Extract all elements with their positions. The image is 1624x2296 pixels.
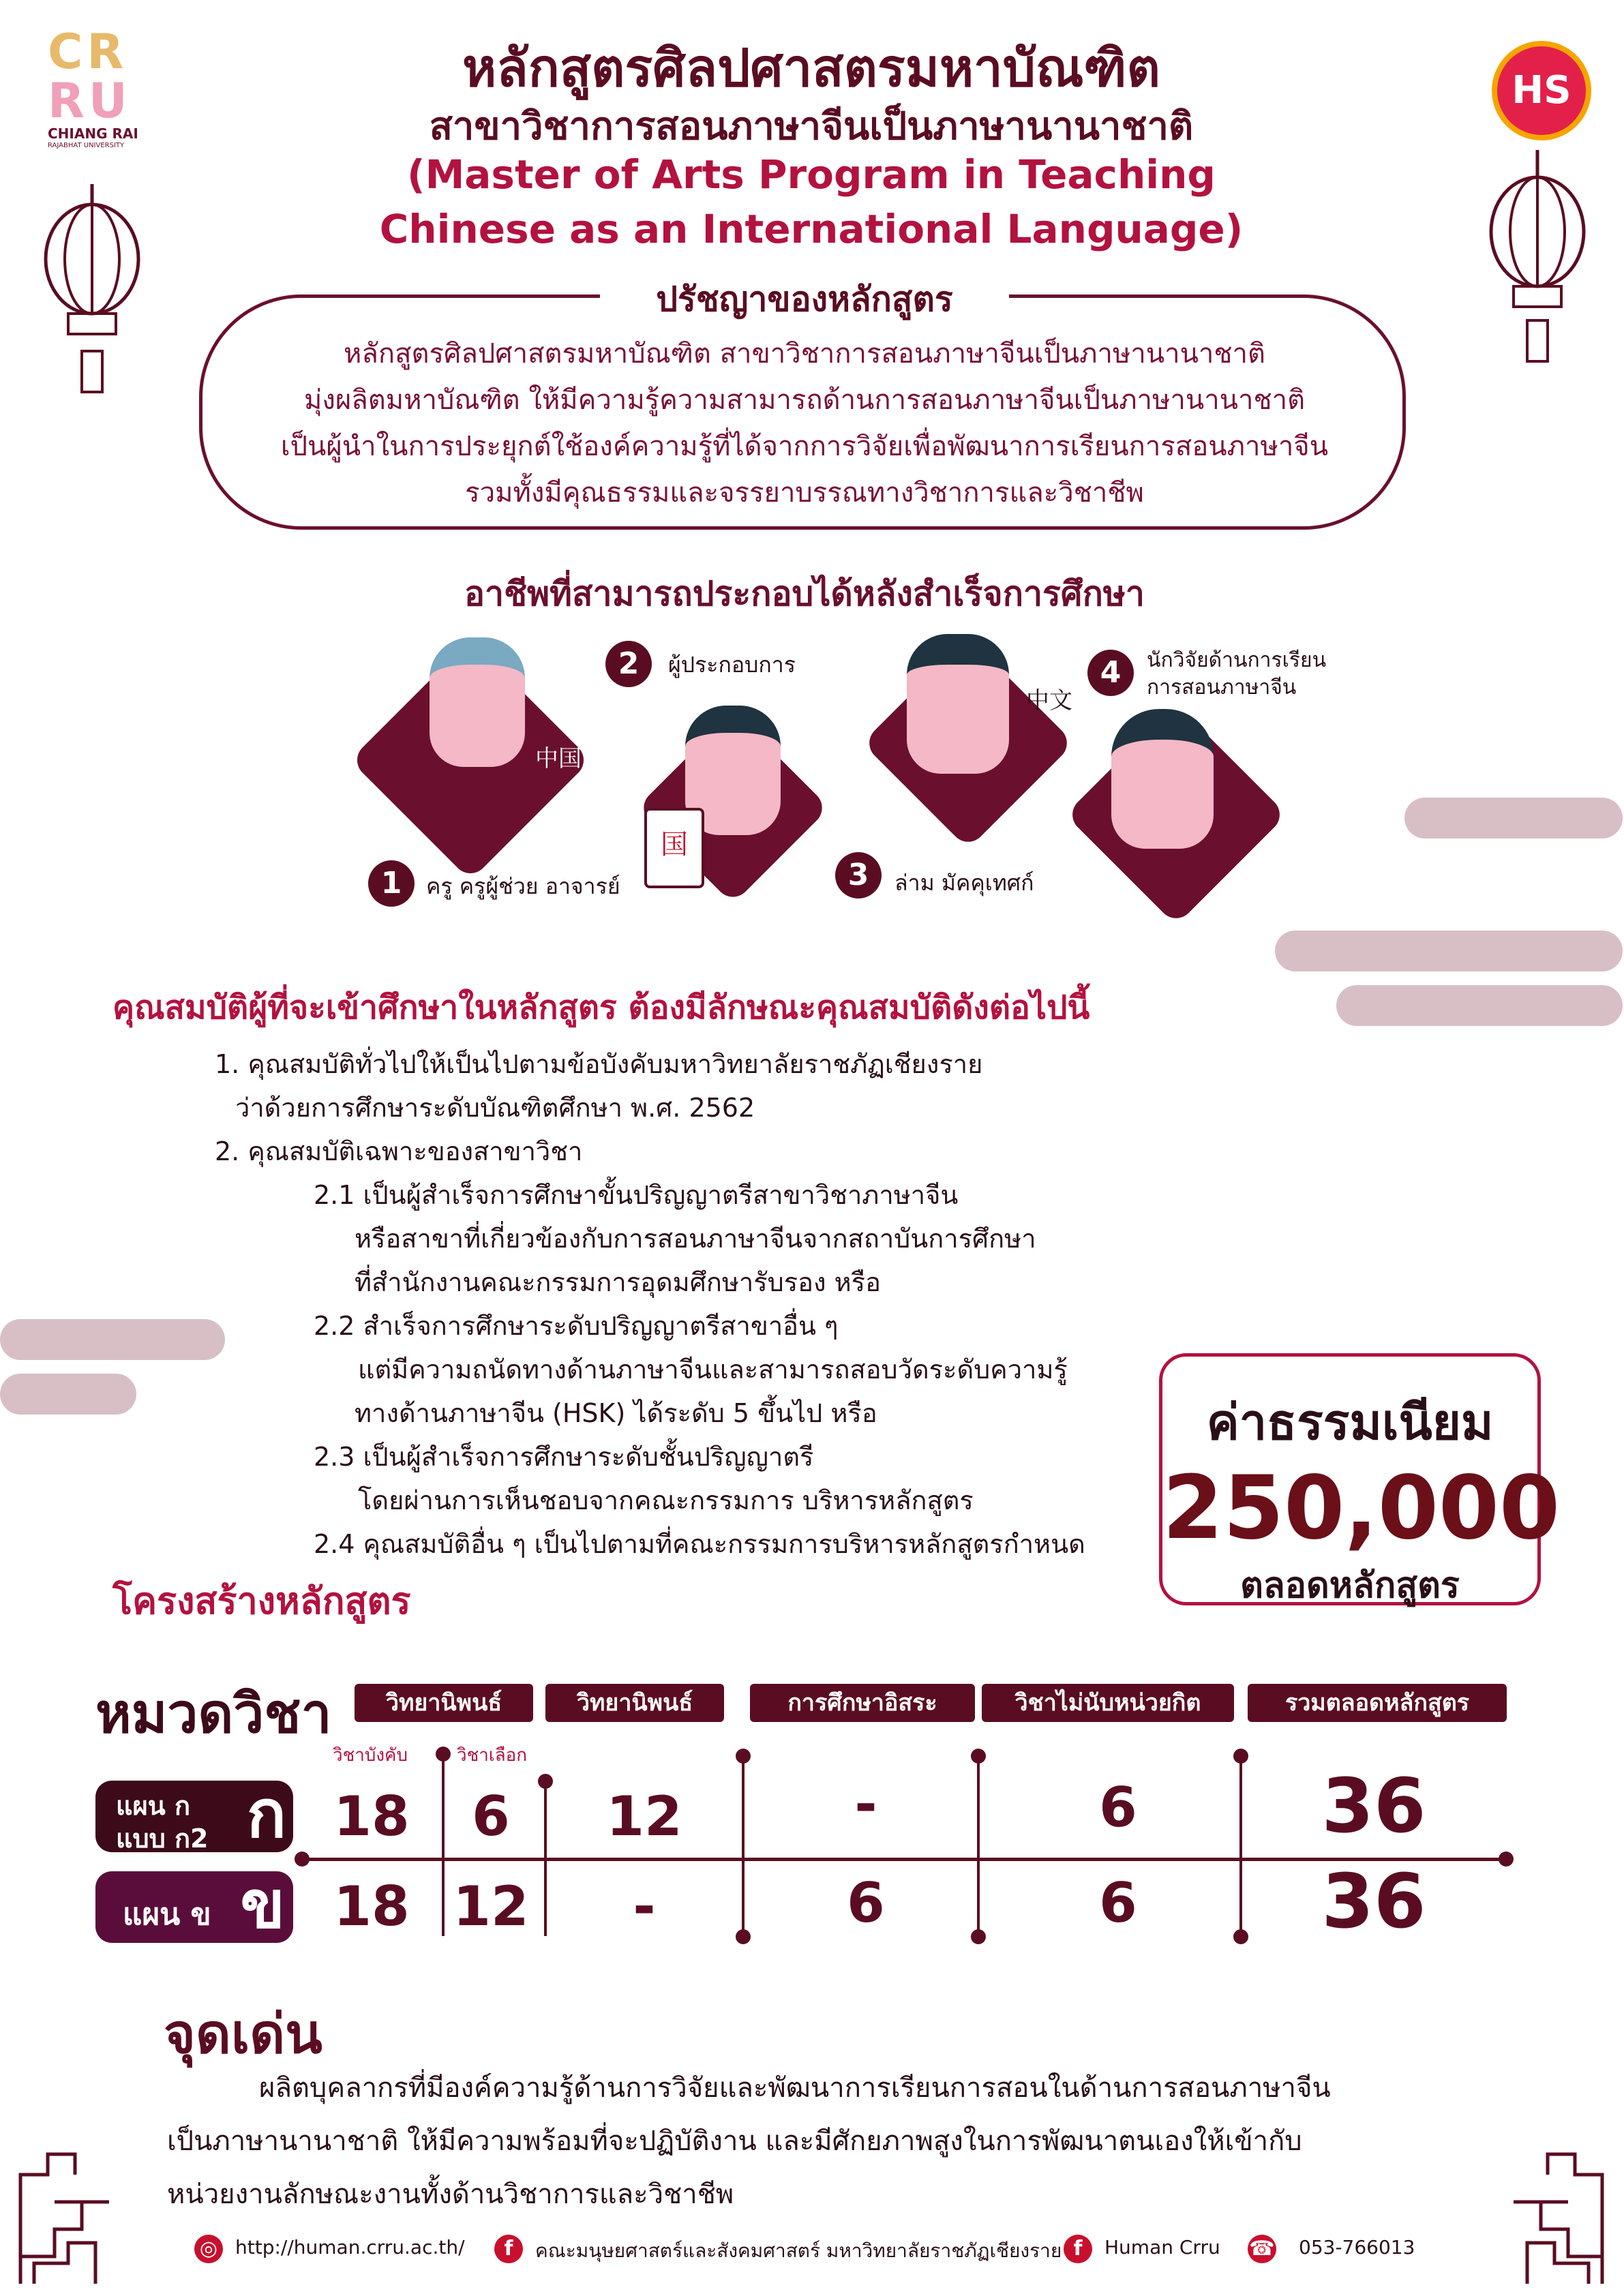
plan-a-letter: ก: [246, 1776, 286, 1852]
qualification-line: หรือสาขาที่เกี่ยวข้องกับการสอนภาษาจีนจากสถาบันการศึกษา: [355, 1224, 1036, 1254]
qualification-line: 2.4 คุณสมบัติอื่น ๆ เป็นไปตามที่คณะกรรมการบริหารหลักสูตรกำหนด: [314, 1529, 1085, 1559]
column-header: วิทยานิพนธ์: [355, 1684, 533, 1722]
career-2-sign: [644, 808, 704, 888]
career-1-tag: 中国: [535, 745, 582, 772]
highlight-line: ผลิตบุคลากรที่มีองค์ความรู้ด้านการวิจัยและพัฒนาการเรียนการสอนในด้านการสอนภาษาจีน: [259, 2072, 1331, 2104]
facebook-icon: f: [494, 2235, 523, 2263]
divider-dot: [538, 1774, 553, 1789]
corner-pattern-icon: [1500, 2147, 1609, 2291]
hs-logo: [1492, 41, 1591, 140]
logo-line-1: CR: [48, 24, 128, 80]
column-divider: [742, 1755, 745, 1936]
crru-logo: [48, 24, 143, 170]
table-cell-total: 36: [1321, 1762, 1426, 1849]
column-header: รวมตลอดหลักสูตร: [1248, 1684, 1507, 1722]
career-4-avatar: [1111, 709, 1214, 849]
highlight-heading: จุดเด่น: [164, 2002, 322, 2066]
divider-dot: [1233, 1929, 1248, 1944]
title-english-2: Chinese as an International Language): [379, 206, 1244, 252]
logo-line-4: RAJABHAT UNIVERSITY: [48, 142, 125, 149]
table-cell: -: [854, 1772, 877, 1836]
table-cell: 12: [606, 1785, 682, 1848]
career-2-number: 2: [605, 641, 652, 687]
career-3-label: ล่าม มัคคุเทศก์: [894, 870, 1034, 896]
divider-dot: [736, 1929, 751, 1944]
column-header: วิทยานิพนธ์: [545, 1684, 724, 1722]
column-divider: [977, 1755, 980, 1936]
structure-heading: โครงสร้างหลักสูตร: [112, 1580, 411, 1622]
philosophy-line: มุ่งผลิตมหาบัณฑิต ให้มีความรู้ความสามารถด้านการสอนภาษาจีนเป็นภาษานานาชาติ: [303, 384, 1306, 416]
logo-line-2: RU: [48, 73, 132, 129]
website-link[interactable]: http://human.crru.ac.th/: [235, 2236, 465, 2259]
philosophy-line: เป็นผู้นำในการประยุกต์ใช้องค์ความรู้ที่ได้จากการวิจัยเพื่อพัฒนาการเรียนการสอนภาษาจีน: [280, 431, 1329, 462]
column-divider: [442, 1752, 445, 1936]
divider-dot: [736, 1749, 751, 1764]
plan-a-label-2: แบบ ก2: [116, 1824, 209, 1854]
divider-dot: [295, 1852, 310, 1867]
phone-icon: ☎: [1248, 2235, 1276, 2263]
career-1-avatar: [430, 637, 525, 767]
logo-line-3: CHIANG RAI: [48, 125, 138, 142]
plan-b-label-1: แผน ข: [123, 1897, 211, 1932]
philosophy-line: หลักสูตรศิลปศาสตรมหาบัณฑิต สาขาวิชาการสอนภาษาจีนเป็นภาษานานาชาติ: [344, 338, 1265, 369]
divider-dot: [436, 1747, 451, 1762]
career-2-label: ผู้ประกอบการ: [668, 652, 796, 678]
qualification-line: ว่าด้วยการศึกษาระดับบัณฑิตศึกษา พ.ศ. 2562: [235, 1093, 755, 1123]
career-4-number: 4: [1087, 650, 1134, 696]
philosophy-heading-text: ปรัชญาของหลักสูตร: [656, 280, 953, 319]
cloud-decoration: [0, 1319, 225, 1360]
table-cell: -: [633, 1875, 656, 1938]
qualification-line: 2.2 สำเร็จการศึกษาระดับปริญญาตรีสาขาอื่น ๆ: [314, 1311, 839, 1341]
career-4-label-2: การสอนภาษาจีน: [1147, 676, 1297, 699]
qualification-line: 2.3 เป็นผู้สำเร็จการศึกษาระดับชั้นปริญญาตรี: [314, 1442, 814, 1472]
highlight-line: หน่วยงานลักษณะงานทั้งด้านวิชาการและวิชาชีพ: [167, 2179, 734, 2210]
globe-icon: ◎: [194, 2235, 223, 2263]
career-1-label: ครู ครูผู้ช่วย อาจารย์: [426, 873, 620, 899]
plan-a-badge: [95, 1776, 293, 1854]
fee-amount: 250,000: [1162, 1457, 1560, 1559]
table-cell: 6: [1099, 1871, 1137, 1935]
hs-logo-text: HS: [1512, 68, 1572, 112]
qualification-line: โดยผ่านการเห็นชอบจากคณะกรรมการ บริหารหลักสูตร: [358, 1485, 974, 1515]
facebook-icon: f: [1064, 2235, 1092, 2263]
divider-dot: [971, 1749, 986, 1764]
column-divider: [1239, 1755, 1242, 1936]
fee-box: [1159, 1353, 1560, 1606]
philosophy-line: รวมทั้งมีคุณธรรมและจรรยาบรรณทางวิชาการและวิชาชีพ: [465, 477, 1144, 509]
table-cell-total: 36: [1321, 1858, 1426, 1945]
qualification-line: แต่มีความถนัดทางด้านภาษาจีนและสามารถสอบวัดระดับความรู้: [358, 1355, 1068, 1385]
career-2-tag: 国: [661, 829, 688, 860]
table-cell: 18: [333, 1785, 410, 1848]
lantern-icon: [1486, 150, 1589, 368]
qualification-line: 1. คุณสมบัติทั่วไปให้เป็นไปตามข้อบังคับมหาวิทยาลัยราชภัฏเชียงราย: [215, 1049, 983, 1079]
philosophy-heading: [600, 273, 1009, 327]
table-cell: 6: [1099, 1776, 1137, 1839]
qualifications-heading: คุณสมบัติผู้ที่จะเข้าศึกษาในหลักสูตร ต้องมีลักษณะคุณสมบัติดังต่อไปนี้: [112, 988, 1090, 1027]
table-cell: 6: [847, 1871, 885, 1935]
divider-dot: [1499, 1852, 1514, 1867]
highlight-line: เป็นภาษานานาชาติ ให้มีความพร้อมที่จะปฏิบัติงาน และมีศักยภาพสูงในการพัฒนาตนเองให้เข้ากับ: [167, 2126, 1302, 2157]
career-3-avatar: [907, 634, 1009, 774]
column-header: วิชาไม่นับหน่วยกิต: [982, 1684, 1234, 1722]
plan-a-label-1: แผน ก: [116, 1791, 190, 1821]
cloud-decoration: [1275, 931, 1623, 971]
title-thai-1: หลักสูตรศิลปศาสตรมหาบัณฑิต: [462, 37, 1160, 98]
sub-column-label: วิชาบังคับ: [333, 1745, 408, 1766]
facebook-link[interactable]: Human Crru: [1104, 2236, 1220, 2259]
qualification-line: 2.1 เป็นผู้สำเร็จการศึกษาขั้นปริญญาตรีสาขาวิชาภาษาจีน: [314, 1180, 959, 1210]
career-4-label-1: นักวิจัยด้านการเรียน: [1147, 648, 1327, 672]
table-cell: 12: [453, 1875, 529, 1938]
table-cell: 6: [472, 1785, 510, 1848]
cloud-decoration: [1336, 985, 1623, 1026]
career-3-tag: 中文: [1026, 687, 1072, 714]
title-english-1: (Master of Arts Program in Teaching: [407, 151, 1216, 198]
fee-label: ค่าธรรมเนียม: [1206, 1393, 1494, 1451]
divider-dot: [1233, 1749, 1248, 1764]
fee-note: ตลอดหลักสูตร: [1240, 1565, 1460, 1606]
cloud-decoration: [0, 1374, 136, 1415]
career-1-number: 1: [368, 860, 415, 907]
qualification-line: ที่สำนักงานคณะกรรมการอุดมศึกษารับรอง หรือ: [355, 1267, 881, 1297]
title-thai-2: สาขาวิชาการสอนภาษาจีนเป็นภาษานานาชาติ: [429, 104, 1194, 149]
table-cell: 18: [333, 1875, 410, 1938]
plan-b-letter: ข: [240, 1867, 285, 1943]
faculty-link[interactable]: คณะมนุษยศาสตร์และสังคมศาสตร์ มหาวิทยาลัยราชภัฏเชียงราย: [535, 2239, 1062, 2262]
qualification-line: ทางด้านภาษาจีน (HSK) ได้ระดับ 5 ขึ้นไป หรือ: [355, 1398, 877, 1428]
lantern-icon: [41, 184, 143, 395]
qualification-line: 2. คุณสมบัติเฉพาะของสาขาวิชา: [215, 1136, 583, 1166]
career-3-number: 3: [835, 852, 882, 898]
cloud-decoration: [1404, 798, 1623, 839]
plan-b-badge: [95, 1867, 293, 1943]
corner-pattern-icon: [14, 2147, 123, 2291]
column-header: การศึกษาอิสระ: [750, 1684, 975, 1722]
careers-heading: อาชีพที่สามารถประกอบได้หลังสำเร็จการศึกษา: [464, 574, 1145, 614]
category-label: หมวดวิชา: [95, 1682, 332, 1745]
divider-dot: [971, 1929, 986, 1944]
phone-number[interactable]: 053-766013: [1299, 2236, 1415, 2259]
sub-column-label: วิชาเลือก: [457, 1745, 528, 1766]
